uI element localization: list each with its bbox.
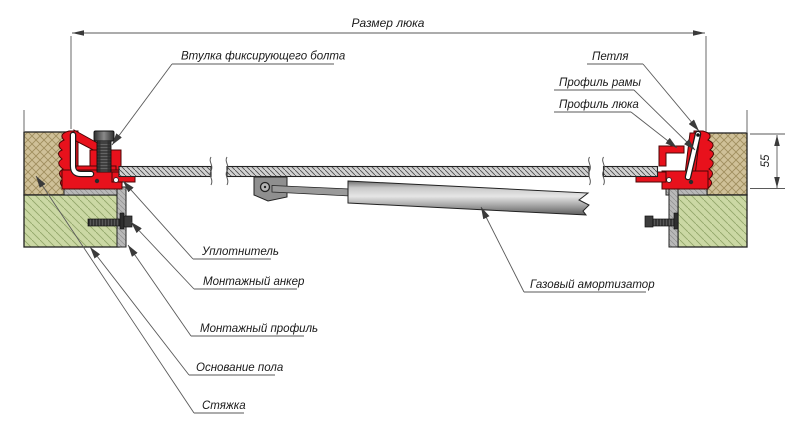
label-hatch-profile: Профиль люка bbox=[559, 99, 639, 111]
label-screed: Стяжка bbox=[202, 400, 246, 412]
label-floor-base: Основание пола bbox=[196, 362, 284, 374]
floor-base-block-right bbox=[678, 195, 747, 247]
frame-height-dimension-value: 55 bbox=[760, 154, 772, 168]
dimension-lines bbox=[24, 33, 785, 189]
label-fixing-bolt-bushing: Втулка фиксирующего болта bbox=[181, 50, 346, 63]
leader-lines bbox=[36, 64, 699, 413]
label-mounting-profile: Монтажный профиль bbox=[200, 323, 319, 335]
label-frame-profile: Профиль рамы bbox=[559, 77, 641, 89]
gas-strut bbox=[254, 177, 589, 215]
label-hinge: Петля bbox=[592, 51, 629, 63]
hatch-lid bbox=[119, 167, 658, 177]
hatch-size-dimension-label: Размер люка bbox=[351, 16, 425, 30]
fixing-bolt-bushing bbox=[94, 131, 114, 172]
label-seal: Уплотнитель bbox=[202, 246, 279, 258]
dimension-arrows bbox=[72, 30, 780, 188]
label-mounting-anchor: Монтажный анкер bbox=[203, 276, 305, 288]
label-gas-strut: Газовый амортизатор bbox=[530, 279, 655, 291]
